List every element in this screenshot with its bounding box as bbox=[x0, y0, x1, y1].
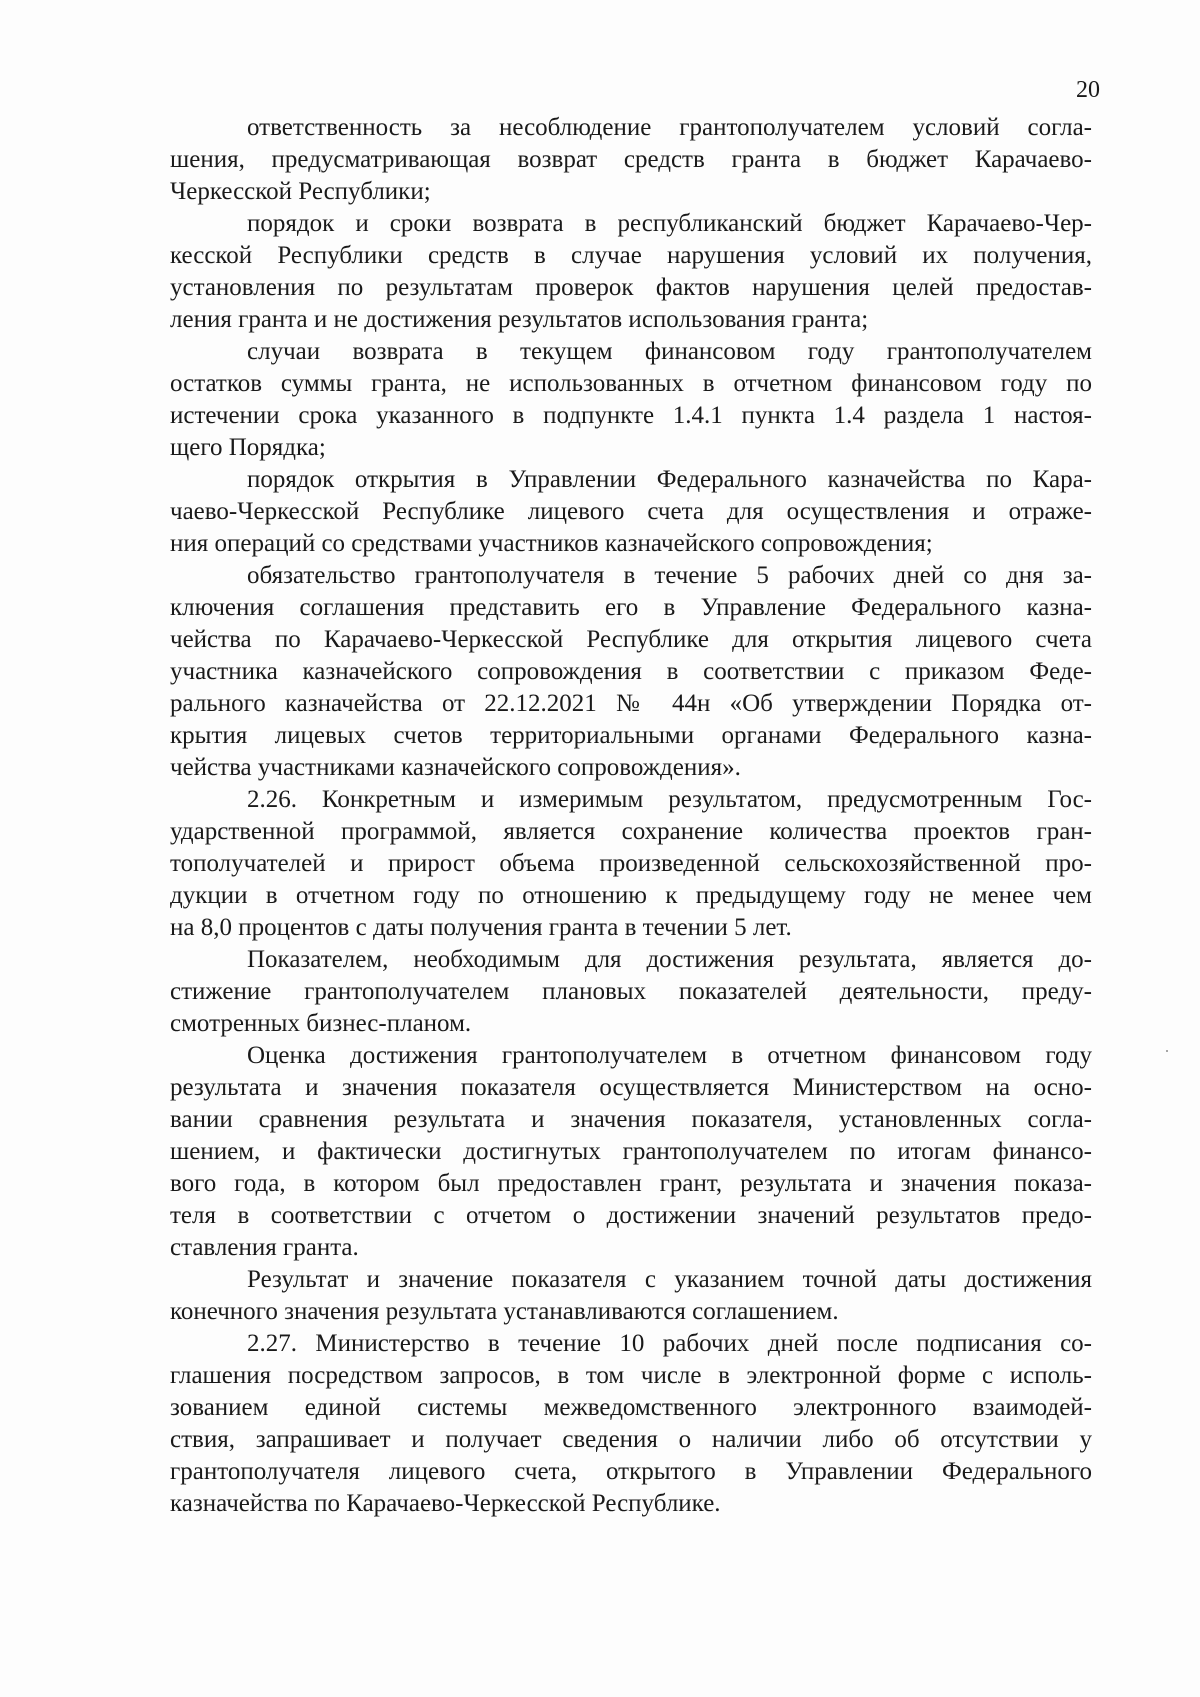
text-line: обязательство грантополучателя в течение 5 рабочих дней со дня за- bbox=[247, 562, 1092, 589]
text-line: зованием единой системы межведомственного электронного взаимодей- bbox=[170, 1394, 1092, 1421]
document-body bbox=[170, 112, 1092, 1520]
text-line: на 8,0 процентов с даты получения гранта в течении 5 лет. bbox=[170, 914, 792, 941]
scan-artifact bbox=[1166, 1050, 1168, 1052]
text-line: шением, и фактически достигнутых грантополучателем по итогам финансо- bbox=[170, 1138, 1092, 1165]
text-line: конечного значения результата устанавливаются соглашением. bbox=[170, 1298, 839, 1325]
text-line: шения, предусматривающая возврат средств гранта в бюджет Карачаево- bbox=[170, 146, 1092, 173]
text-line: Показателем, необходимым для достижения результата, является до- bbox=[247, 946, 1092, 973]
text-line: чаево-Черкесской Республике лицевого счета для осуществления и отраже- bbox=[170, 498, 1092, 525]
text-line: ствия, запрашивает и получает сведения о наличии либо об отсутствии у bbox=[170, 1426, 1092, 1453]
text-line: чейства по Карачаево-Черкесской Республике для открытия лицевого счета bbox=[170, 626, 1092, 653]
text-line: казначейства по Карачаево-Черкесской Республике. bbox=[170, 1490, 721, 1517]
text-line: результата и значения показателя осуществляется Министерством на осно- bbox=[170, 1074, 1092, 1101]
text-line: вании сравнения результата и значения показателя, установленных согла- bbox=[170, 1106, 1092, 1133]
paragraph bbox=[170, 1040, 1092, 1264]
paragraph bbox=[170, 208, 1092, 336]
paragraph bbox=[170, 112, 1092, 208]
text-line: остатков суммы гранта, не использованных в отчетном финансовом году по bbox=[170, 370, 1092, 397]
text-line: смотренных бизнес-планом. bbox=[170, 1010, 472, 1037]
text-line: теля в соответствии с отчетом о достижении значений результатов предо- bbox=[170, 1202, 1092, 1229]
text-line: Результат и значение показателя с указанием точной даты достижения bbox=[247, 1266, 1092, 1293]
text-line: участника казначейского сопровождения в соответствии с приказом Феде- bbox=[170, 658, 1092, 685]
text-line: ключения соглашения представить его в Управление Федерального казна- bbox=[170, 594, 1092, 621]
text-line: случаи возврата в текущем финансовом году грантополучателем bbox=[247, 338, 1092, 365]
text-line: ответственность за несоблюдение грантополучателем условий согла- bbox=[247, 114, 1092, 141]
text-line: ставления гранта. bbox=[170, 1234, 359, 1261]
paragraph bbox=[170, 1328, 1092, 1520]
paragraph bbox=[170, 944, 1092, 1040]
page-number: 20 bbox=[1076, 77, 1100, 103]
text-line: тополучателей и прирост объема произведенной сельскохозяйственной про- bbox=[170, 850, 1092, 877]
text-line: 2.26. Конкретным и измеримым результатом, предусмотренным Гос- bbox=[247, 786, 1092, 813]
text-line: Черкесской Республики; bbox=[170, 178, 431, 205]
paragraph bbox=[170, 464, 1092, 560]
text-line: 2.27. Министерство в течение 10 рабочих дней после подписания со- bbox=[247, 1330, 1092, 1357]
paragraph bbox=[170, 1264, 1092, 1328]
text-line: вого года, в котором был предоставлен грант, результата и значения показа- bbox=[170, 1170, 1092, 1197]
text-line: рального казначейства от 22.12.2021 № 44н «Об утверждении Порядка от- bbox=[170, 690, 1092, 717]
text-line: стижение грантополучателем плановых показателей деятельности, преду- bbox=[170, 978, 1092, 1005]
text-line: кесской Республики средств в случае нарушения условий их получения, bbox=[170, 242, 1092, 269]
text-line: истечении срока указанного в подпункте 1.4.1 пункта 1.4 раздела 1 настоя- bbox=[170, 402, 1092, 429]
text-line: крытия лицевых счетов территориальными органами Федерального казна- bbox=[170, 722, 1092, 749]
text-line: щего Порядка; bbox=[170, 434, 326, 461]
text-line: порядок открытия в Управлении Федерального казначейства по Кара- bbox=[247, 466, 1092, 493]
paragraph bbox=[170, 336, 1092, 464]
text-line: дукции в отчетном году по отношению к предыдущему году не менее чем bbox=[170, 882, 1092, 909]
text-line: чейства участниками казначейского сопровождения». bbox=[170, 754, 741, 781]
text-line: глашения посредством запросов, в том числе в электронной форме с исполь- bbox=[170, 1362, 1092, 1389]
text-line: ударственной программой, является сохранение количества проектов гран- bbox=[170, 818, 1092, 845]
text-line: Оценка достижения грантополучателем в отчетном финансовом году bbox=[247, 1042, 1092, 1069]
paragraph bbox=[170, 560, 1092, 784]
paragraph bbox=[170, 784, 1092, 944]
text-line: порядок и сроки возврата в республиканский бюджет Карачаево-Чер- bbox=[247, 210, 1092, 237]
text-line: установления по результатам проверок фактов нарушения целей предостав- bbox=[170, 274, 1092, 301]
text-line: грантополучателя лицевого счета, открытого в Управлении Федерального bbox=[170, 1458, 1092, 1485]
text-line: ния операций со средствами участников казначейского сопровождения; bbox=[170, 530, 933, 557]
text-line: ления гранта и не достижения результатов использования гранта; bbox=[170, 306, 869, 333]
